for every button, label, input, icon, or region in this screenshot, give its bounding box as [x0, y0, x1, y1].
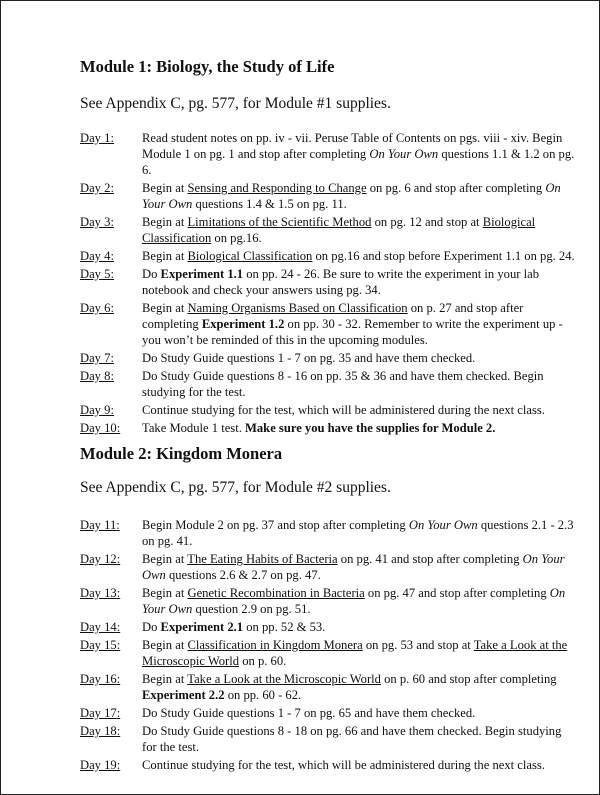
schedule-day-row	[80, 300, 575, 348]
instruction-text: question 2.9 on pg. 51.	[192, 602, 311, 616]
day-label-text: Day 8	[80, 369, 111, 383]
instruction-text: Read student notes on pp. iv - vii. Peruse Table of Contents on pgs. viii - xiv. Begin Module 1 on pg. 1 and stop after completing	[142, 131, 563, 161]
section-reference: Sensing and Responding to Change	[187, 181, 367, 195]
day-label-text: Day 3	[80, 215, 111, 229]
day-label-text: Day 12	[80, 552, 117, 566]
module-1-supplies-note: See Appendix C, pg. 577, for Module #1 supplies.	[80, 95, 391, 112]
on-your-own-reference: On Your Own	[142, 586, 566, 616]
day-instructions	[142, 130, 575, 178]
instruction-text: questions 2.6 & 2.7 on pg. 47.	[165, 568, 321, 582]
instruction-text: on pp. 52 & 53.	[243, 620, 326, 634]
on-your-own-reference: On Your Own	[369, 147, 439, 161]
day-label: Day 12:	[80, 552, 121, 566]
instruction-text: on pp. 30 - 32. Remember to write the experiment up - you won’t be reminded of this in the upcoming modules.	[142, 317, 563, 347]
section-reference: Limitations of the Scientific Method	[187, 215, 372, 229]
day-instructions	[142, 266, 575, 298]
schedule-day-row	[80, 180, 575, 212]
experiment-reference: Experiment 2.2	[142, 688, 225, 702]
instruction-text: on pp. 60 - 62.	[224, 688, 302, 702]
instruction-text: Begin at	[142, 249, 188, 263]
schedule-day-row	[80, 350, 575, 366]
day-label: Day 13:	[80, 586, 121, 600]
instruction-text: on pg. 12 and stop at	[371, 215, 483, 229]
day-label: Day 2:	[80, 181, 114, 195]
schedule-day-row	[80, 551, 575, 583]
day-label: Day 15:	[80, 638, 121, 652]
day-label-text: Day 13	[80, 586, 117, 600]
day-label-text: Day 10	[80, 421, 117, 435]
day-label: Day 17:	[80, 706, 121, 720]
day-label-text: Day 19	[80, 758, 117, 772]
schedule-day-row	[80, 266, 575, 298]
section-reference: Biological Classification	[142, 215, 536, 245]
day-instructions	[142, 517, 575, 549]
schedule-day-row	[80, 671, 575, 703]
day-label: Day 9:	[80, 403, 114, 417]
section-reference: Classification in Kingdom Monera	[187, 638, 363, 652]
day-label: Day 4:	[80, 249, 114, 263]
instruction-text: Do	[142, 620, 161, 634]
instruction-text: on p. 60.	[239, 654, 287, 668]
instruction-text: Begin at	[142, 638, 188, 652]
instruction-text: on p. 27 and stop after completing	[142, 301, 524, 331]
day-label-text: Day 16	[80, 672, 117, 686]
day-instructions	[142, 637, 575, 669]
day-label: Day 19:	[80, 758, 121, 772]
instruction-text: Do Study Guide questions 1 - 7 on pg. 35 and have them checked.	[142, 351, 476, 365]
day-label: Day 7:	[80, 351, 114, 365]
schedule-day-row	[80, 637, 575, 669]
day-instructions	[142, 248, 575, 264]
day-instructions	[142, 420, 575, 436]
section-reference: The Eating Habits of Bacteria	[187, 552, 338, 566]
instruction-text: on pp. 24 - 26. Be sure to write the experiment in your lab notebook and check your answers using pg. 34.	[142, 267, 539, 297]
day-instructions	[142, 757, 575, 773]
instruction-text: on pg. 6 and stop after completing	[366, 181, 546, 195]
instruction-text: Begin Module 2 on pg. 37 and stop after completing	[142, 518, 409, 532]
instruction-text: Do	[142, 267, 161, 281]
day-label-text: Day 17	[80, 706, 117, 720]
experiment-reference: Make sure you have the supplies for Module 2.	[245, 421, 496, 435]
instruction-text: Do Study Guide questions 8 - 16 on pp. 35 & 36 and have them checked. Begin studying for the test.	[142, 369, 544, 399]
day-label: Day 10:	[80, 421, 121, 435]
instruction-text: Take Module 1 test.	[142, 421, 245, 435]
instruction-text: Begin at	[142, 181, 188, 195]
instruction-text: Continue studying for the test, which will be administered during the next class.	[142, 403, 545, 417]
instruction-text: Begin at	[142, 215, 188, 229]
day-instructions	[142, 671, 575, 703]
schedule-day-row	[80, 368, 575, 400]
day-label: Day 11:	[80, 518, 120, 532]
day-instructions	[142, 619, 575, 635]
schedule-day-row	[80, 420, 575, 436]
day-instructions	[142, 723, 575, 755]
instruction-text: on pg.16.	[211, 231, 262, 245]
day-label-text: Day 7	[80, 351, 111, 365]
module-1-day-list	[80, 130, 575, 436]
day-label-text: Day 6	[80, 301, 111, 315]
section-reference: Genetic Recombination in Bacteria	[187, 586, 365, 600]
day-instructions	[142, 300, 575, 348]
module-2-supplies-note: See Appendix C, pg. 577, for Module #2 supplies.	[80, 479, 391, 496]
day-label: Day 8:	[80, 369, 114, 383]
schedule-day-row	[80, 402, 575, 418]
instruction-text: on p. 60 and stop after completing	[380, 672, 557, 686]
day-label-text: Day 11	[80, 518, 117, 532]
module-1-title: Module 1: Biology, the Study of Life	[80, 57, 335, 76]
day-label: Day 18:	[80, 724, 121, 738]
instruction-text: Continue studying for the test, which will be administered during the next class.	[142, 758, 545, 772]
instruction-text: Begin at	[142, 672, 188, 686]
day-instructions	[142, 214, 575, 246]
instruction-text: questions 2.1 - 2.3 on pg. 41.	[142, 518, 574, 548]
day-instructions	[142, 551, 575, 583]
day-label: Day 5:	[80, 267, 114, 281]
schedule-day-row	[80, 517, 575, 549]
day-label-text: Day 5	[80, 267, 111, 281]
on-your-own-reference: On Your Own	[142, 181, 561, 211]
on-your-own-reference: On Your Own	[408, 518, 478, 532]
schedule-day-row	[80, 723, 575, 755]
instruction-text: Begin at	[142, 552, 188, 566]
module-2-title: Module 2: Kingdom Monera	[80, 444, 283, 463]
instruction-text: questions 1.4 & 1.5 on pg. 11.	[192, 197, 347, 211]
day-instructions	[142, 350, 575, 366]
day-instructions	[142, 180, 575, 212]
section-reference: Naming Organisms Based on Classification	[187, 301, 408, 315]
day-instructions	[142, 368, 575, 400]
schedule-day-row	[80, 705, 575, 721]
day-label-text: Day 2	[80, 181, 111, 195]
day-label: Day 14:	[80, 620, 121, 634]
instruction-text: Begin at	[142, 301, 188, 315]
instruction-text: Do Study Guide questions 1 - 7 on pg. 65 and have them checked.	[142, 706, 476, 720]
day-instructions	[142, 402, 575, 418]
section-reference: Take a Look at the Microscopic World	[187, 672, 381, 686]
schedule-day-row	[80, 619, 575, 635]
instruction-text: Begin at	[142, 586, 188, 600]
day-instructions	[142, 585, 575, 617]
section-reference: Biological Classification	[187, 249, 313, 263]
instruction-text: on pg.16 and stop before Experiment 1.1 on pg. 24.	[312, 249, 575, 263]
experiment-reference: Experiment 1.1	[160, 267, 244, 281]
day-instructions	[142, 705, 575, 721]
day-label-text: Day 1	[80, 131, 111, 145]
day-label-text: Day 4	[80, 249, 111, 263]
day-label: Day 6:	[80, 301, 114, 315]
day-label-text: Day 9	[80, 403, 111, 417]
schedule-day-row	[80, 757, 575, 773]
instruction-text: on pg. 53 and stop at	[362, 638, 474, 652]
module-2-day-list	[80, 517, 575, 773]
day-label-text: Day 14	[80, 620, 117, 634]
instruction-text: Do Study Guide questions 8 - 18 on pg. 66 and have them checked. Begin studying for the test.	[142, 724, 562, 754]
schedule-day-row	[80, 585, 575, 617]
schedule-day-row	[80, 248, 575, 264]
day-label-text: Day 15	[80, 638, 117, 652]
section-reference: Take a Look at the Microscopic World	[142, 638, 568, 668]
day-label-text: Day 18	[80, 724, 117, 738]
day-label: Day 3:	[80, 215, 114, 229]
on-your-own-reference: On Your Own	[142, 552, 565, 582]
instruction-text: questions 1.1 & 1.2 on pg. 6.	[142, 147, 575, 177]
schedule-day-row	[80, 214, 575, 246]
day-label: Day 16:	[80, 672, 121, 686]
instruction-text: on pg. 47 and stop after completing	[364, 586, 550, 600]
experiment-reference: Experiment 1.2	[201, 317, 285, 331]
day-label: Day 1:	[80, 131, 114, 145]
schedule-day-row	[80, 130, 575, 178]
instruction-text: on pg. 41 and stop after completing	[337, 552, 523, 566]
experiment-reference: Experiment 2.1	[160, 620, 244, 634]
